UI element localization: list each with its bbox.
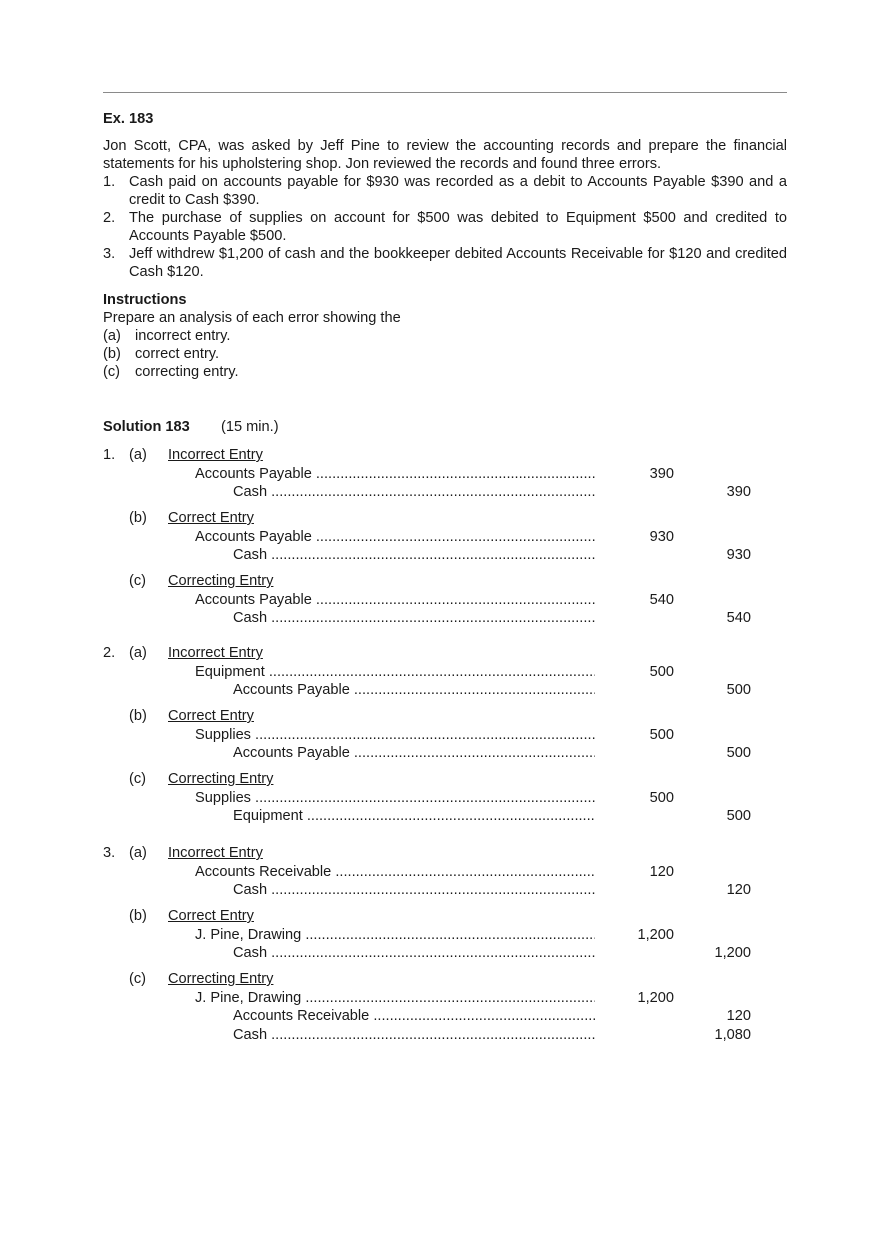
account-name (233, 1026, 595, 1044)
entry-part-letter: (c) (129, 771, 147, 787)
error-text: The purchase of supplies on account for $500 was debited to Equipment $500 and credited to Accounts Payable $500. (129, 210, 787, 244)
account-label: Cash (233, 610, 268, 626)
account-label: Accounts Payable (233, 745, 350, 761)
error-number: 2. (103, 210, 116, 226)
account-name (233, 1007, 595, 1025)
instruction-item (103, 327, 787, 345)
credit-amount: 500 (726, 745, 751, 761)
entry-part-letter: (b) (129, 708, 147, 724)
account-label: Equipment (233, 808, 303, 824)
error-item (103, 173, 787, 209)
error-item (103, 245, 787, 281)
account-label: Accounts Payable (195, 528, 312, 545)
debit-amount: 540 (649, 591, 674, 608)
credit-amount: 120 (726, 882, 751, 898)
account-name (233, 546, 595, 564)
account-label: Cash (233, 882, 268, 898)
account-label: Accounts Payable (195, 591, 312, 608)
entry-group-number: 1. (103, 447, 116, 463)
credit-amount: 1,200 (714, 945, 751, 961)
error-number: 3. (103, 246, 116, 262)
account-name (233, 807, 595, 825)
account-label: Cash (233, 945, 268, 961)
account-name (233, 744, 595, 762)
account-label: Cash (233, 484, 268, 500)
debit-amount: 390 (649, 465, 674, 482)
credit-amount: 1,080 (714, 1026, 751, 1043)
entry-heading: Incorrect Entry (168, 447, 263, 463)
error-text: Jeff withdrew $1,200 of cash and the bookkeeper debited Accounts Receivable for $120 and credited Cash $120. (129, 246, 787, 280)
instruction-item (103, 363, 787, 381)
instruction-text: incorrect entry. (135, 328, 231, 344)
credit-amount: 390 (726, 484, 751, 500)
error-text: Cash paid on accounts payable for $930 was recorded as a debit to Accounts Payable $390 and a credit to Cash $390. (129, 174, 787, 208)
entry-heading: Correcting Entry (168, 971, 274, 987)
account-name (195, 663, 595, 681)
exercise-title: Ex. 183 (103, 111, 154, 127)
entry-part-letter: (a) (129, 447, 147, 463)
entry-heading: Incorrect Entry (168, 645, 263, 661)
solution-title: Solution 183 (103, 419, 190, 435)
account-name (195, 528, 595, 546)
instruction-letter: (a) (103, 328, 121, 344)
account-name (195, 926, 595, 944)
error-list (103, 173, 787, 281)
error-item (103, 209, 787, 245)
account-label: J. Pine, Drawing (195, 926, 302, 943)
entry-part-letter: (b) (129, 908, 147, 924)
entry-part-letter: (b) (129, 510, 147, 526)
debit-amount: 500 (649, 789, 674, 806)
debit-amount: 1,200 (637, 926, 674, 943)
top-divider (103, 92, 787, 93)
credit-amount: 500 (726, 808, 751, 824)
account-label: Accounts Receivable (233, 1008, 370, 1024)
debit-amount: 1,200 (637, 989, 674, 1006)
credit-amount: 930 (726, 547, 751, 563)
entry-part-letter: (c) (129, 971, 147, 987)
account-label: Accounts Payable (233, 682, 350, 698)
debit-amount: 930 (649, 528, 674, 545)
instruction-list (103, 327, 787, 381)
debit-amount: 120 (649, 863, 674, 880)
account-label: J. Pine, Drawing (195, 989, 302, 1006)
account-label: Supplies (195, 726, 251, 743)
error-number: 1. (103, 174, 116, 190)
instructions-text: Prepare an analysis of each error showing the (103, 310, 401, 326)
entry-group-number: 3. (103, 845, 116, 861)
account-name (195, 465, 595, 483)
account-name (195, 789, 595, 807)
account-name (233, 944, 595, 962)
account-name (233, 609, 595, 627)
entry-heading: Correct Entry (168, 708, 254, 724)
entry-heading: Correct Entry (168, 510, 254, 526)
account-name (233, 881, 595, 899)
entry-heading: Correcting Entry (168, 573, 274, 589)
instruction-letter: (b) (103, 346, 121, 362)
credit-amount: 120 (726, 1008, 751, 1024)
account-label: Accounts Payable (195, 465, 312, 482)
account-label: Cash (233, 1026, 268, 1043)
instruction-letter: (c) (103, 364, 121, 380)
account-name (195, 989, 595, 1007)
entry-heading: Correcting Entry (168, 771, 274, 787)
account-label: Supplies (195, 789, 251, 806)
credit-amount: 540 (726, 610, 751, 626)
instruction-text: correcting entry. (135, 364, 239, 380)
instruction-text: correct entry. (135, 346, 220, 362)
instructions-heading: Instructions (103, 292, 187, 308)
entry-heading: Correct Entry (168, 908, 254, 924)
account-label: Cash (233, 547, 268, 563)
solution-time: (15 min.) (221, 419, 279, 435)
account-label: Accounts Receivable (195, 863, 332, 880)
credit-amount: 500 (726, 682, 751, 698)
entry-part-letter: (c) (129, 573, 147, 589)
debit-amount: 500 (649, 726, 674, 743)
account-name (233, 681, 595, 699)
account-name (233, 483, 595, 501)
account-name (195, 863, 595, 881)
account-name (195, 726, 595, 744)
account-name (195, 591, 595, 609)
exercise-intro: Jon Scott, CPA, was asked by Jeff Pine to review the accounting records and prepare the financial statements for his upholstering shop. Jon reviewed the records and found three errors. (103, 138, 787, 172)
account-label: Equipment (195, 663, 265, 680)
debit-amount: 500 (649, 663, 674, 680)
entry-heading: Incorrect Entry (168, 845, 263, 861)
entry-part-letter: (a) (129, 645, 147, 661)
entry-part-letter: (a) (129, 845, 147, 861)
entry-group-number: 2. (103, 645, 116, 661)
instruction-item (103, 345, 787, 363)
